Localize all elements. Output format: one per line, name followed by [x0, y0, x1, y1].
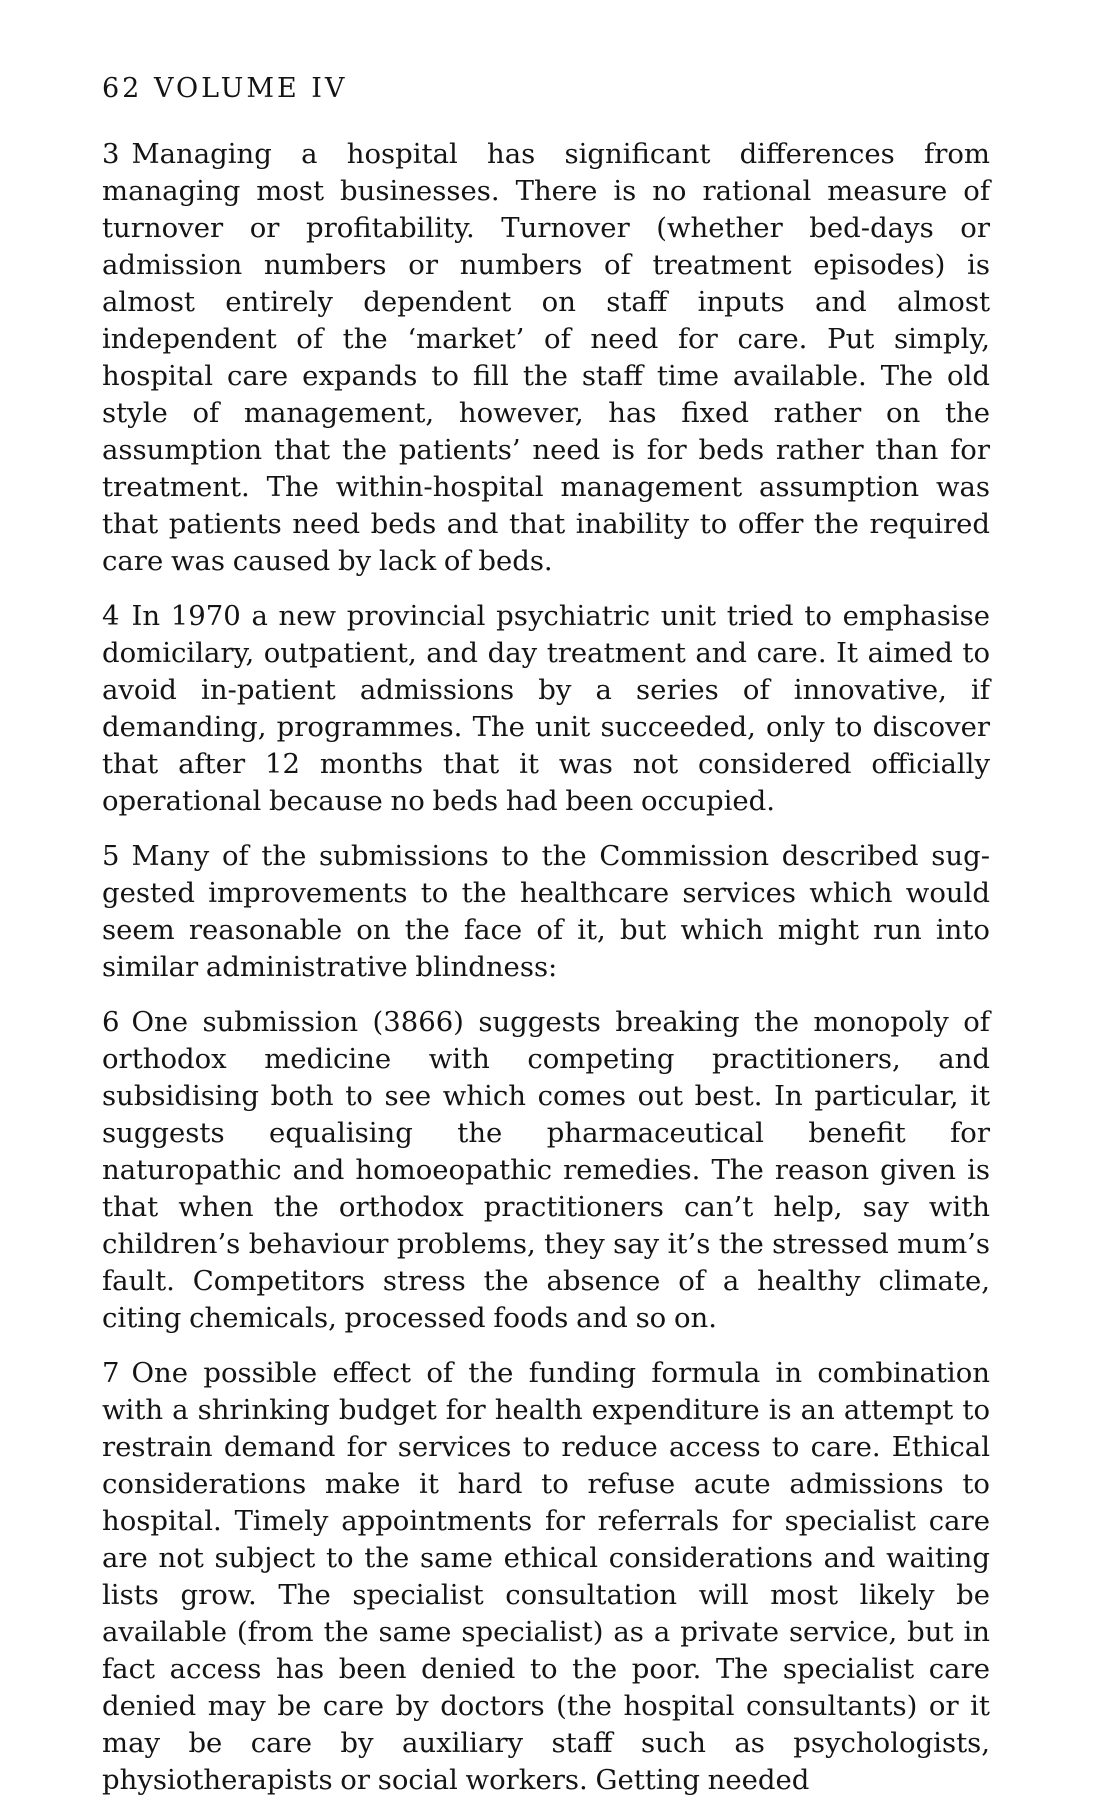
paragraph-5	[102, 838, 990, 986]
paragraph-number: 7	[102, 1357, 120, 1389]
paragraph-text: One possible effect of the funding formula in combination with a shrinking budget for health expenditure is an attempt to restrain demand for services to reduce access to care. Ethical considerations make it hard to refuse acute admissions to hospital. Timely appointments for referrals for specialist care are not subject to the same ethical considerations and waiting lists grow. The specialist consultation will most likely be available (from the same specialist) as a private service, but in fact access has been denied to the poor. The specialist care denied may be care by doctors (the hospital consultants) or it may be care by auxiliary staff such as psychologists, physiotherapists or social workers. Getting needed	[102, 1357, 990, 1796]
paragraph-text: Managing a hospital has significant differences from managing most businesses. There is no rational measure of turnover or profitability. Turnover (whether bed-days or admission numbers or numbers of treatment episodes) is almost entirely dependent on staff inputs and almost independent of the ‘market’ of need for care. Put simply, hospital care expands to fill the staff time available. The old style of management, however, has fixed rather on the assumption that the patients’ need is for beds rather than for treatment. The within-hospital management assumption was that patients need beds and that inability to offer the required care was caused by lack of beds.	[102, 138, 990, 577]
paragraph-6	[102, 1004, 990, 1337]
paragraph-number: 4	[102, 600, 120, 632]
paragraph-number: 3	[102, 138, 120, 170]
paragraph-text: One submission (3866) suggests breaking the monopoly of orthodox medicine with competing practitioners, and subsidising both to see which comes out best. In particular, it suggests equalising the pharmaceutical benefit for naturopathic and homoeopathic remedies. The reason given is that when the orthodox practitioners can’t help, say with children’s behaviour problems, they say it’s the stressed mum’s fault. Competitors stress the absence of a healthy climate, citing chemicals, processed foods and so on.	[102, 1006, 990, 1334]
paragraph-number: 6	[102, 1006, 120, 1038]
running-title: VOLUME IV	[153, 73, 348, 104]
book-page	[102, 62, 990, 1817]
paragraph-7	[102, 1355, 990, 1799]
paragraph-text: Many of the submissions to the Commission described suggested improvements to the healthcare services which would seem reasonable on the face of it, but which might run into similar administrative blindness:	[102, 840, 990, 983]
page-number: 62	[102, 73, 143, 104]
paragraph-number: 5	[102, 840, 120, 872]
running-head	[102, 62, 990, 116]
paragraph-4	[102, 598, 990, 820]
paragraph-text: In 1970 a new provincial psychiatric unit tried to emphasise domicilary, outpatient, and day treatment and care. It aimed to avoid in-patient admissions by a series of innovative, if demanding, programmes. The unit succeeded, only to discover that after 12 months that it was not considered officially operational because no beds had been occupied.	[102, 600, 990, 817]
paragraph-3	[102, 136, 990, 580]
